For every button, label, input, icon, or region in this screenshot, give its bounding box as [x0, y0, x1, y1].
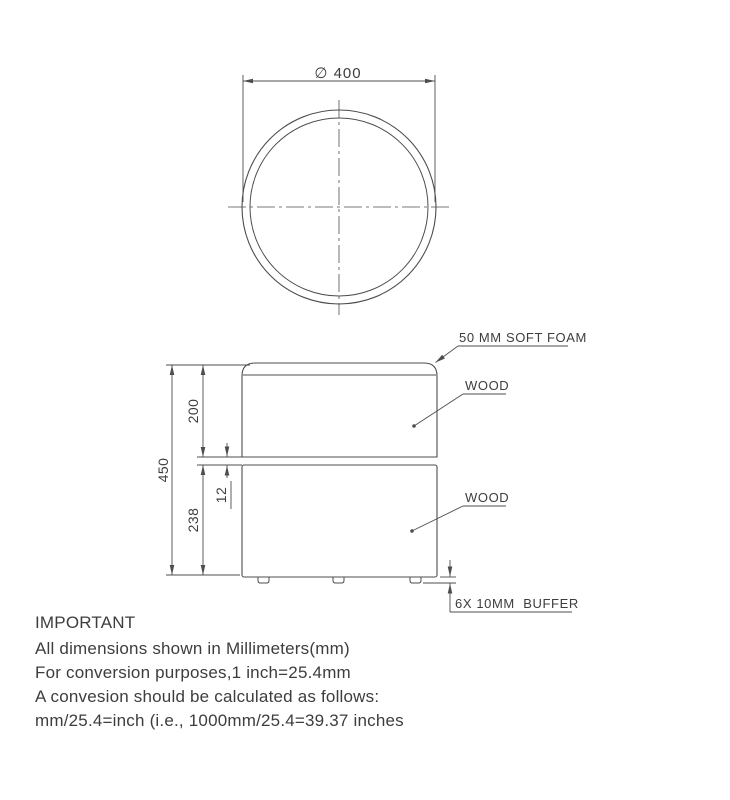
- foam-leader-line: [436, 346, 459, 363]
- bottom-section-dimension-text: 238: [185, 507, 201, 533]
- wood-top-leader-line: [414, 394, 463, 426]
- diameter-dimension-text: ∅ 400: [314, 65, 362, 82]
- notes-line-3: A convesion should be calculated as follows:: [35, 687, 380, 706]
- notes-block: [35, 611, 404, 733]
- overall-height-dimension-text: 450: [155, 457, 171, 483]
- buffer-feet: [258, 577, 421, 583]
- foot-left: [258, 577, 269, 583]
- bottom-section-outline: [242, 465, 437, 577]
- top-section-outline: [242, 363, 437, 457]
- wood-top-label-text: WOOD: [465, 378, 510, 393]
- wood-bottom-leader-dot: [410, 529, 414, 533]
- side-view: [242, 363, 437, 583]
- foot-right: [410, 577, 421, 583]
- notes-line-1: All dimensions shown in Millimeters(mm): [35, 639, 350, 658]
- notes-line-2: For conversion purposes,1 inch=25.4mm: [35, 663, 351, 682]
- wood-bottom-label-text: WOOD: [465, 490, 510, 505]
- wood-top-leader-dot: [412, 424, 416, 428]
- notes-line-4: mm/25.4=inch (i.e., 1000mm/25.4=39.37 inches: [35, 711, 404, 730]
- top-view: [228, 75, 450, 315]
- centerlines: [228, 100, 450, 315]
- gap-dimension-text: 12: [213, 486, 229, 504]
- buffer-label-text: 6X 10MM BUFFER: [455, 596, 579, 611]
- foot-middle: [333, 577, 344, 583]
- top-section-dimension-text: 200: [185, 398, 201, 424]
- notes-title: IMPORTANT: [35, 613, 136, 632]
- foam-label-text: 50 MM SOFT FOAM: [459, 330, 587, 345]
